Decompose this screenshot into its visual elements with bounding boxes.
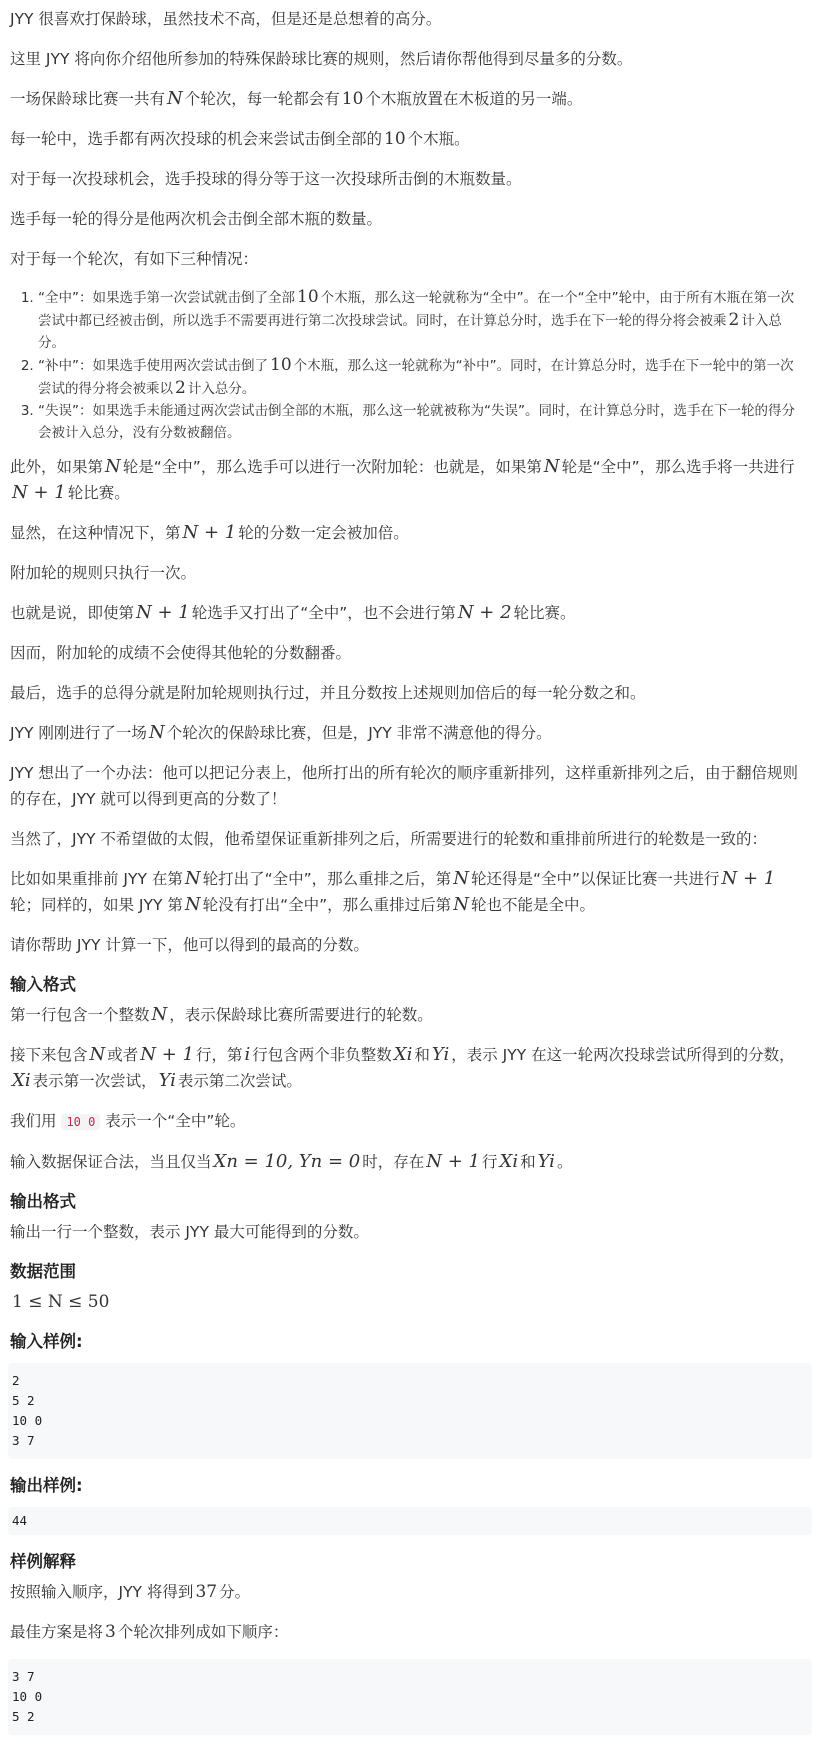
code-line: 2 [12,1373,20,1388]
cases-list [10,286,798,444]
inline-code: 10 0 [61,1114,100,1130]
explanation-line-1: 按照输入顺序，JYY 将得到 37 分。 [10,1582,251,1602]
code-line: 10 0 [12,1689,43,1704]
explanation-line-2: 最佳方案是将 3 个轮次排列成如下顺序： [10,1622,289,1642]
list-item: 1. “全中”：如果选手第一次尝试就击倒了全部 10 个木瓶，那么这一轮就称为“全中”。在一个“全中”轮中，由于所有木瓶在第一次尝试中都已经被击倒，所以选手不需要再进行第二次投球尝试。同时，在计算总分时，选手在下一轮的得分将会被乘 2 计入总分。 [38,286,798,354]
intro-paragraph-1: JYY 很喜欢打保龄球，虽然技术不高，但是还是总想着的高分。 [10,10,442,28]
code-line: 5 2 [12,1393,35,1408]
code-line: 3 7 [12,1669,35,1684]
code-line: 5 2 [12,1709,35,1724]
extra-paragraph-jyy-game: JYY 刚刚进行了一场 N 个轮次的保龄球比赛，但是，JYY 非常不满意他的得分。 [10,722,552,743]
explanation-heading: 样例解释 [10,1552,76,1571]
list-item: 3. “失误”：如果选手未能通过两次尝试击倒全部的木瓶，那么这一轮就被称为“失误”。同时，在计算总分时，选手在下一轮的得分会被计入总分，没有分数被翻倍。 [38,400,798,444]
range-formula: 1 ≤ N ≤ 50 [12,1292,110,1312]
rule-paragraph-score-per-throw: 对于每一次投球机会，选手投球的得分等于这一次投球所击倒的木瓶数量。 [10,170,522,188]
input-format-line-4: 输入数据保证合法，当且仅当 Xn = 10, Yn = 0 时，存在 N + 1 行 Xi 和 Yi 。 [10,1151,573,1172]
rule-paragraph-score-per-round: 选手每一轮的得分是他两次机会击倒全部木瓶的数量。 [10,210,383,228]
extra-paragraph-request: 请你帮助 JYY 计算一下，他可以得到的最高的分数。 [10,936,369,954]
extra-paragraph-reorder: JYY 想出了一个办法：他可以把记分表上，他所打出的所有轮次的顺序重新排列，这样重新排列之后，由于翻倍规则的存在，JYY 就可以得到更高的分数了！ [10,764,798,808]
extra-paragraph-constraint: 当然了，JYY 不希望做的太假，他希望保证重新排列之后，所需要进行的轮数和重排前所进行的轮数是一致的： [10,830,767,848]
rule-paragraph-throws: 每一轮中，选手都有两次投球的机会来尝试击倒全部的 10 个木瓶。 [10,129,470,149]
sample-input-code [8,1363,812,1459]
extra-paragraph-once: 附加轮的规则只执行一次。 [10,564,197,582]
sample-output-code [8,1507,812,1535]
rule-paragraph-rounds: 一场保龄球比赛一共有 N 个轮次，每一轮都会有 10 个木瓶放置在木板道的另一端。 [10,88,583,109]
rule-paragraph-cases-intro: 对于每一个轮次，有如下三种情况： [10,250,259,268]
input-format-heading: 输入格式 [10,975,76,994]
extra-paragraph-total: 最后，选手的总得分就是附加轮规则执行过，并且分数按上述规则加倍后的每一轮分数之和。 [10,684,646,702]
input-format-line-2: 接下来包含 N 或者 N + 1 行，第 i 行包含两个非负整数 Xi 和 Yi ，表示 JYY 在这一轮两次投球尝试所得到的分数，Xi 表示第一次尝试， Yi 表示第二次尝试。 [10,1044,795,1091]
extra-paragraph-no-more: 也就是说，即使第 N + 1 轮选手又打出了“全中”，也不会进行第 N + 2 轮比赛。 [10,602,576,623]
extra-paragraph-doubled: 显然，在这种情况下，第 N + 1 轮的分数一定会被加倍。 [10,522,409,543]
code-line: 10 0 [12,1413,43,1428]
range-heading: 数据范围 [10,1262,76,1281]
intro-paragraph-2: 这里 JYY 将向你介绍他所参加的特殊保龄球比赛的规则，然后请你帮他得到尽量多的分数。 [10,50,633,68]
explanation-code [8,1659,812,1735]
list-item: 2. “补中”：如果选手使用两次尝试击倒了 10 个木瓶，那么这一轮就称为“补中”。同时，在计算总分时，选手在下一轮中的第一次尝试的得分将会被乘以 2 计入总分。 [38,354,798,400]
extra-paragraph-bonus-round: 此外，如果第 N 轮是“全中”，那么选手可以进行一次附加轮：也就是，如果第 N 轮是“全中”，那么选手将一共进行N + 1 轮比赛。 [10,456,795,503]
extra-paragraph-example: 比如如果重排前 JYY 在第 N 轮打出了“全中”，那么重排之后，第 N 轮还得是“全中”以保证比赛一共进行 N + 1轮；同样的，如果 JYY 第 N 轮没有打出“全中”，那么重排过后第 N 轮也不能是全中。 [10,868,776,915]
code-line: 3 7 [12,1433,35,1448]
extra-paragraph-no-double: 因而，附加轮的成绩不会使得其他轮的分数翻番。 [10,644,352,662]
input-format-line-3: 我们用 10 0 表示一个“全中”轮。 [10,1112,246,1130]
output-format-text: 输出一行一个整数，表示 JYY 最大可能得到的分数。 [10,1223,369,1241]
sample-output-heading: 输出样例: [10,1476,83,1495]
output-format-heading: 输出格式 [10,1192,76,1211]
input-format-line-1: 第一行包含一个整数 N ，表示保龄球比赛所需要进行的轮数。 [10,1004,433,1025]
code-line: 44 [12,1513,28,1528]
sample-input-heading: 输入样例: [10,1332,83,1351]
